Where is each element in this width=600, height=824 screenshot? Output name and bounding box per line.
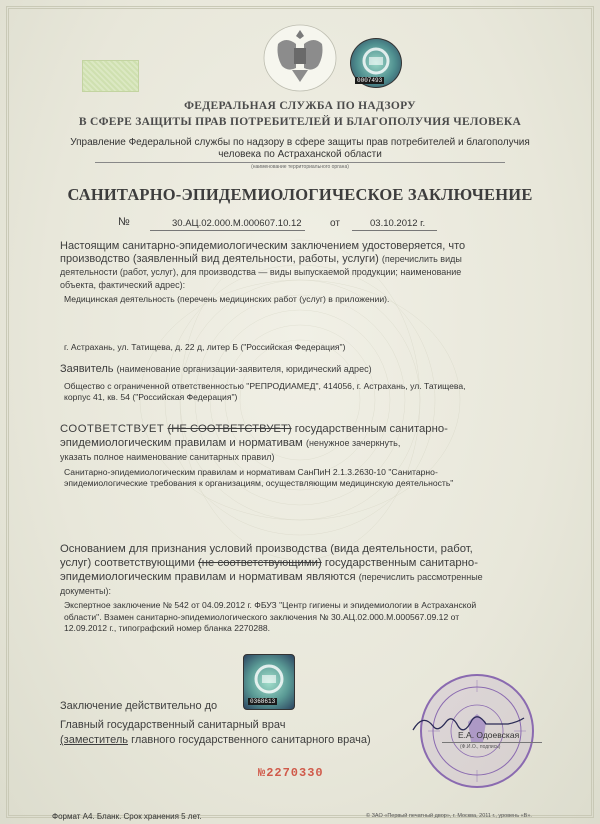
department-underline: [95, 162, 505, 163]
certify-line2: производство (заявленный вид деятельности, работы, услуги) (перечислить виды: [60, 253, 462, 265]
date-underline: [352, 230, 437, 231]
hologram-bottom-icon: [243, 654, 295, 710]
basis-line1: Основанием для признания условий производства (вида деятельности, работ,: [60, 543, 473, 555]
hologram-bottom-number: 0368613: [250, 698, 276, 705]
document-date: 03.10.2012 г.: [370, 218, 426, 229]
signatory-name-caption: (Ф.И.О., подпись): [460, 744, 501, 750]
agency-name-line1: ФЕДЕРАЛЬНАЯ СЛУЖБА ПО НАДЗОРУ: [184, 100, 416, 112]
compliance-line3: указать полное наименование санитарных правил): [60, 452, 275, 462]
basis-line2: услуг) соответствующими (не соответствующими) государственным санитарно-: [60, 557, 478, 569]
coat-of-arms-icon: [262, 22, 338, 92]
hologram-top-icon: [350, 38, 402, 88]
object-address-value: г. Астрахань, ул. Татищева, д. 22 д, литер Б ("Российская Федерация"): [64, 342, 346, 352]
basis-line3: эпидемиологическим правилам и нормативам являются (перечислить рассмотренные: [60, 571, 483, 583]
department-caption: (наименование территориального органа): [251, 164, 349, 170]
compliance-paragraph: [60, 422, 560, 464]
certify-line3: деятельности (работ, услуг), для производства — виды выпускаемой продукции; наименование: [60, 267, 462, 277]
activity-value: Медицинская деятельность (перечень медицинских работ (услуг) в приложении).: [64, 294, 390, 304]
signatory-line1: Главный государственный санитарный врач: [60, 719, 286, 731]
footer-left: Формат А4. Бланк. Срок хранения 5 лет.: [52, 812, 202, 821]
basis-line4: документы):: [60, 586, 111, 596]
compliance-line1: СООТВЕТСТВУЕТ (НЕ СООТВЕТСТВУЕТ) государственным санитарно-: [60, 423, 448, 435]
compliance-value: Санитарно-эпидемиологическим правилам и нормативам СанПиН 2.1.3.2630-10 "Санитарно- эпидемиологические требования к организациям, осуществляющим медицинскую деятельность": [64, 467, 454, 488]
number-prefix: №: [118, 216, 130, 228]
basis-value: Экспертное заключение № 542 от 04.09.2012 г. ФБУЗ "Центр гигиены и эпидемиологии в Астраханской области". Взамен санитарно-эпидемиологического заключения № 30.АЦ.02.000.М.000567.09.12 от 12.09.2012 г., типографский номер бланка 2270288.: [64, 600, 477, 633]
validity-label: Заключение действительно до: [60, 700, 218, 712]
department-line1: Управление Федеральной службы по надзору в сфере защиты прав потребителей и благополучия: [70, 137, 530, 148]
compliance-line2: эпидемиологическим правилам и нормативам (ненужное зачеркнуть,: [60, 437, 401, 449]
signatory-name-underline: [442, 742, 542, 743]
department-line2: человека по Астраханской области: [218, 149, 382, 160]
certify-paragraph: [60, 240, 560, 292]
applicant-label-row: [60, 363, 560, 376]
agency-name-line2: В СФЕРЕ ЗАЩИТЫ ПРАВ ПОТРЕБИТЕЛЕЙ И БЛАГОПОЛУЧИЯ ЧЕЛОВЕКА: [78, 116, 522, 128]
applicant-label: Заявитель: [60, 363, 114, 375]
signatory-line2: (заместитель главного государственного санитарного врача): [60, 734, 371, 746]
hologram-top-number: 0007493: [357, 77, 383, 84]
number-underline: [150, 230, 305, 231]
document-title: САНИТАРНО-ЭПИДЕМИОЛОГИЧЕСКОЕ ЗАКЛЮЧЕНИЕ: [67, 185, 533, 204]
certify-line4: объекта, фактический адрес):: [60, 280, 186, 290]
certify-line1: Настоящим санитарно-эпидемиологическим заключением удостоверяется, что: [60, 240, 466, 252]
footer-right: © ЗАО «Первый печатный двор», г. Москва, 2011 г., уровень «В».: [366, 813, 532, 819]
basis-paragraph: [60, 542, 560, 598]
applicant-value: Общество с ограниченной ответственностью "РЕПРОДИАМЕД", 414056, г. Астрахань, ул. Татищева, корпус 41, кв. 54 ("Российская Федерация"): [64, 381, 466, 402]
applicant-hint: (наименование организации-заявителя, юридический адрес): [116, 364, 372, 374]
date-prefix: от: [330, 218, 340, 229]
document-number: 30.АЦ.02.000.М.000607.10.12: [172, 218, 302, 229]
signatory-name: Е.А. Одоевская: [458, 730, 520, 740]
blank-serial-number: №2270330: [258, 766, 324, 780]
security-pattern: [82, 60, 139, 92]
